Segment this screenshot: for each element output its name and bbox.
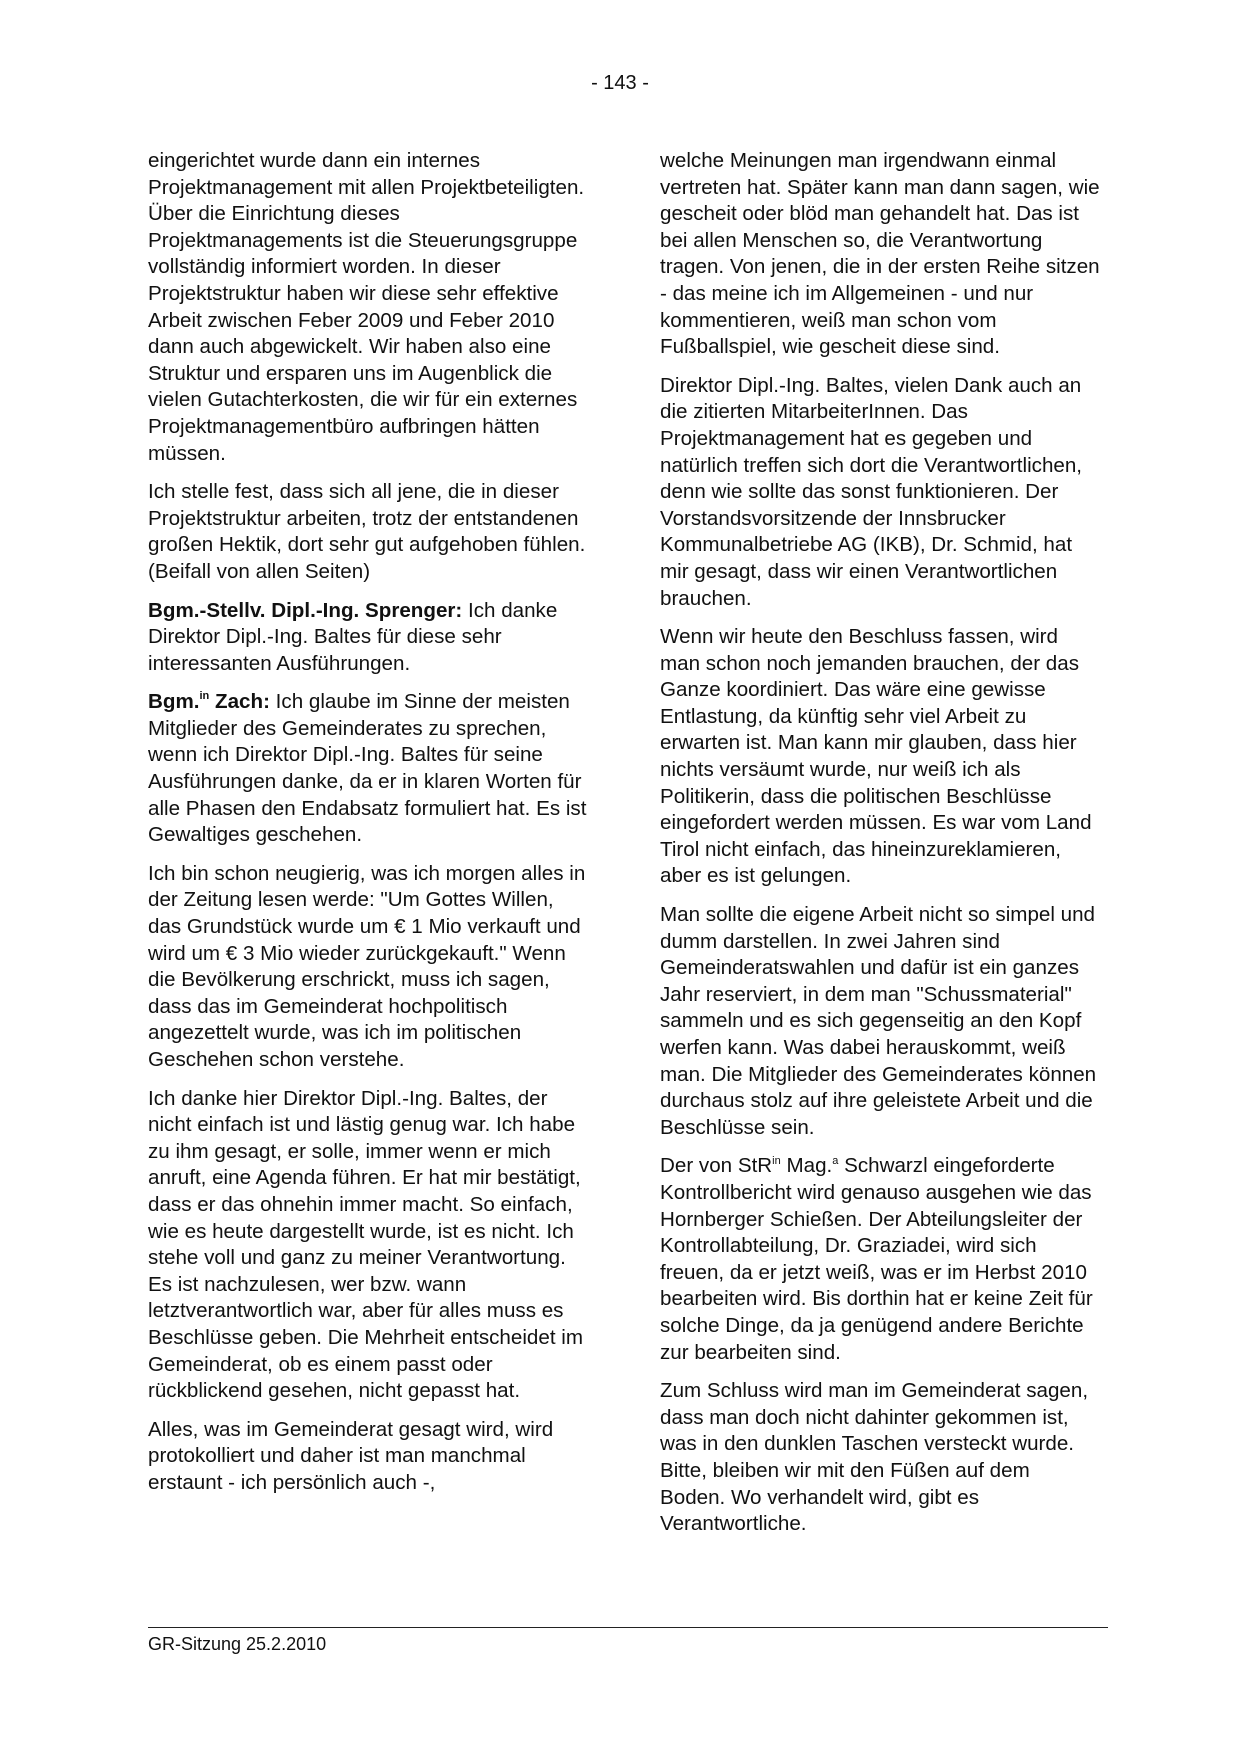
speech-paragraph: [148, 689, 588, 849]
paragraph: welche Meinungen man irgendwann einmal vertreten hat. Später kann man dann sagen, wie gescheit oder blöd man gehandelt hat. Das ist bei allen Menschen so, die Verantwortung tragen. Von jenen, die in der ersten Reihe sitzen - das meine ich im Allgemeinen - und nur kommentieren, weiß man schon vom Fußballspiel, wie gescheit diese sind.: [660, 149, 1100, 359]
speech-paragraph: [148, 598, 588, 678]
footer-text: GR-Sitzung 25.2.2010: [148, 1634, 327, 1654]
paragraph: Wenn wir heute den Beschluss fassen, wird man schon noch jemanden brauchen, der das Ganze koordiniert. Das wäre eine gewisse Entlastung, da künftig sehr viel Arbeit zu erwarten ist. Man kann mir glauben, dass hier nichts versäumt wurde, nur weiß ich als Politikerin, dass die politischen Beschlüsse eingefordert werden müssen. Es war vom Land Tirol nicht einfach, das hineinzureklamieren, aber es ist gelungen.: [660, 625, 1092, 888]
paragraph: Ich stelle fest, dass sich all jene, die in dieser Projektstruktur arbeiten, trotz der entstandenen großen Hektik, dort sehr gut aufgehoben fühlen. (Beifall von allen Seiten): [148, 480, 586, 583]
paragraph: Ich bin schon neugierig, was ich morgen alles in der Zeitung lesen werde: "Um Gottes Willen, das Grundstück wurde um € 1 Mio verkauft und wird um € 3 Mio wieder zurückgekauft." Wenn die Bevölkerung erschrickt, muss ich sagen, dass das im Gemeinderat hochpolitisch angezettelt wurde, was ich im politischen Geschehen schon verstehe.: [148, 861, 586, 1071]
right-column: [660, 148, 1100, 1550]
paragraph: Man sollte die eigene Arbeit nicht so simpel und dumm darstellen. In zwei Jahren sind Gemeinderatswahlen und dafür ist ein ganzes Jahr reserviert, in dem man "Schussmaterial" sammeln und es sich gegenseitig an den Kopf werfen kann. Was dabei herauskommt, weiß man. Die Mitglieder des Gemeinderates können durchaus stolz auf ihre geleistete Arbeit und die Beschlüsse sein.: [660, 903, 1097, 1139]
paragraph: Zum Schluss wird man im Gemeinderat sagen, dass man doch nicht dahinter gekommen ist, was in den dunklen Taschen versteckt wurde. Bitte, bleiben wir mit den Füßen auf dem Boden. Wo verhandelt wird, gibt es Verantwortliche.: [660, 1379, 1089, 1536]
paragraph: eingerichtet wurde dann ein internes Projektmanagement mit allen Projektbeteiligten. Über die Einrichtung dieses Projektmanagements ist die Steuerungsgruppe vollständig informiert worden. In dieser Projektstruktur haben wir diese sehr effektive Arbeit zwischen Feber 2009 und Feber 2010 dann auch abgewickelt. Wir haben also eine Struktur und ersparen uns im Augenblick die vielen Gutachterkosten, die wir für ein externes Projektmanagementbüro aufbringen hätten müssen.: [148, 149, 585, 465]
paragraph: Der von StR$^{in}$ Mag.$^a$ Schwarzl eingeforderte Kontrollbericht wird genauso ausgehen wie das Hornberger Schießen. Der Abteilungsleiter der Kontrollabteilung, Dr. Graziadei, wird sich freuen, da er jetzt weiß, was er im Herbst 2010 bearbeiten wird. Bis dorthin hat er keine Zeit für solche Dinge, da ja genügend andere Berichte zur bearbeiten sind.: [660, 1154, 1093, 1364]
paragraph: Ich danke hier Direktor Dipl.-Ing. Baltes, der nicht einfach ist und lästig genug war. Ich habe zu ihm gesagt, er solle, immer wenn er mich anruft, eine Agenda führen. Er hat mir bestätigt, dass er das ohnehin immer macht. So einfach, wie es heute dargestellt wurde, ist es nicht. Ich stehe voll und ganz zu meiner Verantwortung. Es ist nachzulesen, wer bzw. wann letztverantwortlich war, aber für alles muss es Beschlüsse geben. Die Mehrheit entscheidet im Gemeinderat, ob es einem passt oder rückblickend gesehen, nicht gepasst hat.: [148, 1086, 583, 1403]
footer-divider: [148, 1627, 1108, 1628]
left-column: [148, 148, 588, 1509]
paragraph: Alles, was im Gemeinderat gesagt wird, wird protokolliert und daher ist man manchmal erstaunt - ich persönlich auch -,: [148, 1417, 554, 1494]
speaker-name: Bgm.$^{in}$ Zach:: [148, 690, 270, 714]
paragraph: Direktor Dipl.-Ing. Baltes, vielen Dank auch an die zitierten MitarbeiterInnen. Das Projektmanagement hat es gegeben und natürlich treffen sich dort die Verantwortlichen, denn wie sollte das sonst funktionieren. Der Vorstandsvorsitzende der Innsbrucker Kommunalbetriebe AG (IKB), Dr. Schmid, hat mir gesagt, dass wir einen Verantwortlichen brauchen.: [660, 373, 1083, 610]
speech-text: Ich glaube im Sinne der meisten Mitglieder des Gemeinderates zu sprechen, wenn ich Direktor Dipl.-Ing. Baltes für seine Ausführungen danke, da er in klaren Worten für alle Phasen den Endabsatz formuliert hat. Es ist Gewaltiges geschehen.: [148, 690, 587, 847]
page-number: - 143 -: [591, 72, 649, 94]
speaker-name: Bgm.-Stellv. Dipl.-Ing. Sprenger:: [148, 598, 463, 622]
speech-text: Ich danke Direktor Dipl.-Ing. Baltes für diese sehr interessanten Ausführungen.: [148, 598, 558, 675]
